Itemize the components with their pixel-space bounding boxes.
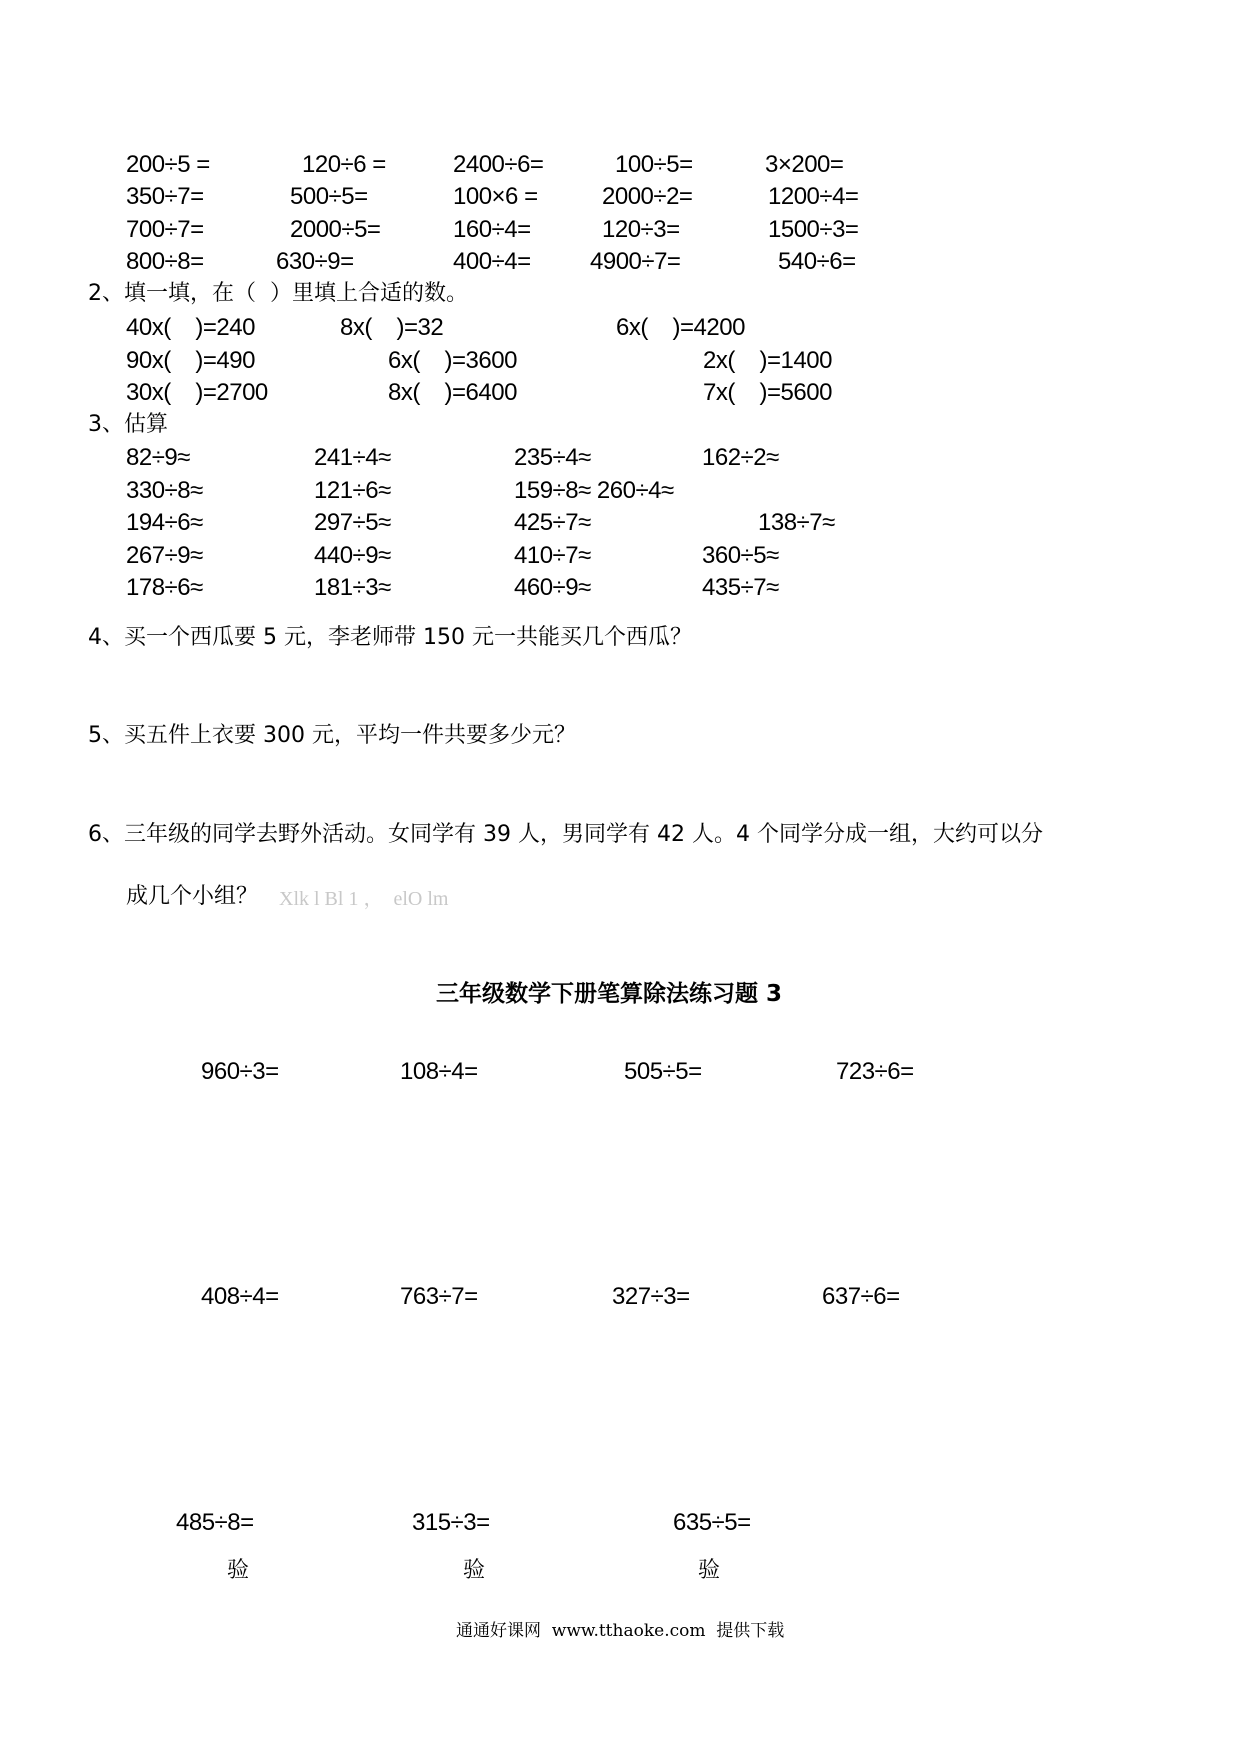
problem: 700÷7= [126, 216, 204, 243]
problem: 8x( )=32 [340, 314, 444, 341]
problem: 500÷5= [290, 183, 368, 210]
word-problem-5: 5、买五件上衣要 300 元，平均一件共要多少元？ [88, 723, 576, 748]
problem: 8x( )=6400 [388, 379, 517, 406]
problem: 178÷6≈ [126, 574, 203, 601]
check-label: 验 [227, 1558, 250, 1583]
exercise-title: 三年级数学下册笔算除法练习题 3 [436, 981, 783, 1007]
problem: 2000÷5= [290, 216, 381, 243]
page-footer: 通通好课网 www.tthaoke.com 提供下载 [456, 1621, 785, 1641]
problem: 108÷4= [400, 1058, 478, 1085]
problem: 360÷5≈ [702, 542, 779, 569]
word-problem-6-line1: 6、三年级的同学去野外活动。女同学有 39 人，男同学有 42 人。4 个同学分成一组，大约可以分 [88, 822, 1043, 847]
problem: 485÷8= [176, 1509, 254, 1536]
word-problem-4: 4、买一个西瓜要 5 元，李老师带 150 元一共能买几个西瓜？ [88, 625, 692, 650]
problem: 800÷8= [126, 248, 204, 275]
section-heading: 2、填一填，在（ ）里填上合适的数。 [88, 281, 468, 306]
problem: 200÷5 = [126, 151, 210, 178]
problem: 159÷8≈ 260÷4≈ [514, 477, 674, 504]
problem: 100÷5= [615, 151, 693, 178]
problem: 408÷4= [201, 1283, 279, 1310]
problem: 440÷9≈ [314, 542, 391, 569]
problem: 630÷9= [276, 248, 354, 275]
problem: 90x( )=490 [126, 347, 255, 374]
problem: 1200÷4= [768, 183, 859, 210]
watermark-text: Xlk l Bl 1 ， elO lm [279, 888, 449, 910]
problem: 350÷7= [126, 183, 204, 210]
problem: 435÷7≈ [702, 574, 779, 601]
problem: 2400÷6= [453, 151, 544, 178]
problem: 120÷6 = [302, 151, 386, 178]
problem: 160÷4= [453, 216, 531, 243]
problem: 2000÷2= [602, 183, 693, 210]
problem: 120÷3= [602, 216, 680, 243]
problem: 181÷3≈ [314, 574, 391, 601]
problem: 400÷4= [453, 248, 531, 275]
problem: 235÷4≈ [514, 444, 591, 471]
problem: 330÷8≈ [126, 477, 203, 504]
problem: 327÷3= [612, 1283, 690, 1310]
problem: 4900÷7= [590, 248, 681, 275]
problem: 241÷4≈ [314, 444, 391, 471]
problem: 505÷5= [624, 1058, 702, 1085]
problem: 6x( )=3600 [388, 347, 517, 374]
problem: 194÷6≈ [126, 509, 203, 536]
problem: 82÷9≈ [126, 444, 190, 471]
word-problem-6-line2: 成几个小组？ [126, 884, 259, 909]
problem: 540÷6= [778, 248, 856, 275]
problem: 960÷3= [201, 1058, 279, 1085]
problem: 425÷7≈ [514, 509, 591, 536]
problem: 297÷5≈ [314, 509, 391, 536]
problem: 315÷3= [412, 1509, 490, 1536]
check-label: 验 [463, 1558, 486, 1583]
problem: 637÷6= [822, 1283, 900, 1310]
problem: 30x( )=2700 [126, 379, 268, 406]
problem: 1500÷3= [768, 216, 859, 243]
problem: 410÷7≈ [514, 542, 591, 569]
problem: 121÷6≈ [314, 477, 391, 504]
problem: 40x( )=240 [126, 314, 255, 341]
problem: 763÷7= [400, 1283, 478, 1310]
problem: 635÷5= [673, 1509, 751, 1536]
problem: 2x( )=1400 [703, 347, 832, 374]
problem: 138÷7≈ [758, 509, 835, 536]
problem: 100×6 = [453, 183, 538, 210]
problem: 723÷6= [836, 1058, 914, 1085]
problem: 460÷9≈ [514, 574, 591, 601]
problem: 7x( )=5600 [703, 379, 832, 406]
check-label: 验 [698, 1558, 721, 1583]
problem: 267÷9≈ [126, 542, 203, 569]
section-heading: 3、估算 [88, 412, 168, 437]
problem: 162÷2≈ [702, 444, 779, 471]
problem: 6x( )=4200 [616, 314, 745, 341]
problem: 3×200= [765, 151, 844, 178]
